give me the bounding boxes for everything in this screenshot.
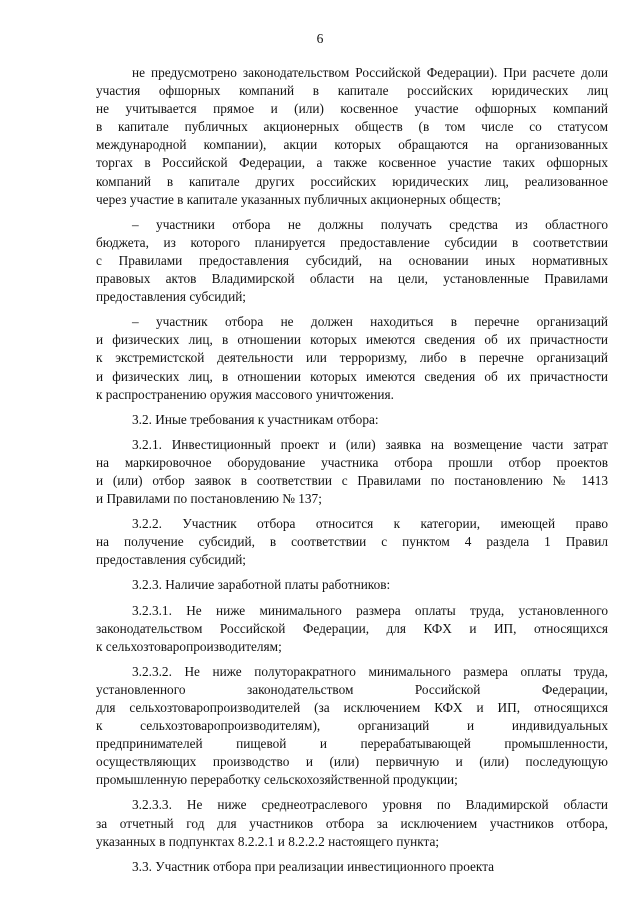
text-line: 3.2.1. Инвестиционный проект и (или) заявка на возмещение части затрат: [132, 436, 608, 452]
text-line: установленного законодательством Российской Федерации,: [96, 681, 608, 697]
document-body: [96, 64, 608, 876]
paragraph-gap: [96, 595, 608, 602]
text-line: с Правилами предоставления субсидий, на основании иных нормативных: [96, 252, 608, 268]
paragraph: [96, 64, 608, 209]
text-line: осуществляющих производство и (или) первичную и (или) последующую: [96, 754, 608, 770]
text-line: не предусмотрено законодательством Российской Федерации). При расчете доли: [132, 65, 608, 80]
text-line: участия офшорных компаний в капитале российских юридических лиц: [96, 83, 608, 99]
paragraph: [96, 663, 608, 790]
text-line: и физических лиц, в отношении которых имеются сведения об их причастности: [96, 332, 608, 348]
paragraph: [96, 858, 608, 876]
paragraph: [96, 313, 608, 403]
text-line: не учитывается прямое и (или) косвенное участие офшорных компаний: [96, 101, 608, 117]
text-line: международной компании), акции которых обращаются на организованных: [96, 137, 608, 153]
paragraph-gap: [96, 508, 608, 515]
text-line: 3.3. Участник отбора при реализации инвестиционного проекта: [132, 858, 495, 874]
paragraph-gap: [96, 656, 608, 663]
text-line: через участие в капитале указанных публичных акционерных обществ;: [96, 191, 501, 207]
text-line: предоставления субсидий;: [96, 552, 246, 568]
paragraph: [96, 515, 608, 569]
text-line: в капитале публичных акционерных обществ (в том числе со статусом: [96, 119, 608, 135]
text-line: 3.2.3. Наличие заработной платы работников:: [132, 577, 391, 593]
text-line: предпринимателей пищевой и перерабатывающей промышленности,: [96, 736, 608, 752]
paragraph-gap: [96, 851, 608, 858]
paragraph-gap: [96, 429, 608, 436]
text-line: и Правилами по постановлению № 137;: [96, 491, 322, 507]
text-line: на получение субсидий, в соответствии с пунктом 4 раздела 1 Правил: [96, 534, 608, 550]
text-line: 3.2.3.3. Не ниже среднеотраслевого уровня по Владимирской области: [132, 797, 608, 813]
text-line: 3.2.3.2. Не ниже полуторакратного минимального размера оплаты труда,: [132, 663, 608, 679]
text-line: законодательством Российской Федерации, для КФХ и ИП, относящихся: [96, 620, 608, 636]
text-line: 3.2.3.1. Не ниже минимального размера оплаты труда, установленного: [132, 602, 608, 618]
page-number: 6: [316, 31, 324, 46]
paragraph: [96, 411, 608, 429]
text-line: – участник отбора не должен находиться в перечне организаций: [132, 314, 608, 330]
text-line: для сельхозтоваропроизводителей (за исключением КФХ и ИП, относящихся: [96, 700, 608, 715]
text-line: указанных в подпунктах 8.2.2.1 и 8.2.2.2 настоящего пункта;: [96, 833, 440, 849]
text-line: и (или) отбор заявок в соответствии с Правилами по постановлению № 1413: [96, 472, 608, 488]
text-line: бюджета, из которого планируется предоставление субсидии в соответствии: [96, 234, 608, 250]
paragraph: [96, 796, 608, 850]
text-line: к сельхозтоваропроизводителям;: [96, 638, 282, 654]
text-line: предоставления субсидий;: [96, 289, 246, 305]
text-line: к экстремистской деятельности или терроризму, либо в перечне организаций: [96, 350, 608, 366]
text-line: 3.2. Иные требования к участникам отбора:: [132, 411, 379, 427]
paragraph: [96, 602, 608, 656]
paragraph-gap: [96, 209, 608, 216]
paragraph: [96, 576, 608, 594]
text-line: – участники отбора не должны получать средства из областного: [132, 216, 608, 232]
paragraph-gap: [96, 404, 608, 411]
paragraph: [96, 216, 608, 306]
paragraph-gap: [96, 306, 608, 313]
text-line: правовых актов Владимирской области на цели, установленные Правилами: [96, 271, 608, 287]
text-line: и физических лиц, в отношении которых имеются сведения об их причастности: [96, 368, 608, 384]
text-line: к сельхозтоваропроизводителям), организаций и индивидуальных: [96, 718, 608, 734]
text-line: на маркировочное оборудование участника отбора прошли отбор проектов: [96, 454, 608, 470]
text-line: промышленную переработку сельскохозяйственной продукции;: [96, 772, 458, 788]
paragraph: [96, 436, 608, 508]
text-line: 3.2.2. Участник отбора относится к категории, имеющей право: [132, 516, 608, 532]
text-line: за отчетный год для участников отбора за исключением участников отбора,: [96, 815, 608, 831]
text-line: к распространению оружия массового уничтожения.: [96, 386, 394, 402]
text-line: компаний в капитале других российских юридических лиц, реализованное: [96, 173, 608, 189]
text-line: торгах в Российской Федерации, а также косвенное участие таких офшорных: [96, 155, 608, 171]
paragraph-gap: [96, 569, 608, 576]
paragraph-gap: [96, 789, 608, 796]
